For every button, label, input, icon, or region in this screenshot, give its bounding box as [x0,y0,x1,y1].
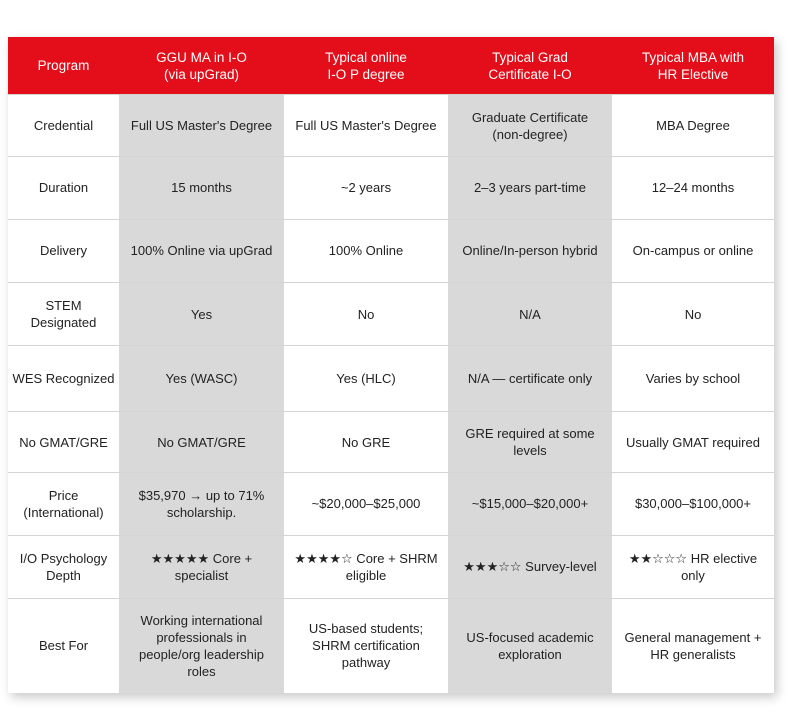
cell-mba: ★★☆☆☆ HR elective only [612,535,774,598]
comparison-card [8,37,774,693]
cell-online-io: ~$20,000–$25,000 [284,473,448,535]
cell-ggu: Full US Master's Degree [119,95,284,157]
cell-mba: On-campus or online [612,219,774,282]
row-label: Best For [8,598,119,693]
row-label: Duration [8,157,119,219]
header-mba-hr: Typical MBA with HR Elective [612,37,774,95]
row-label: Price (International) [8,473,119,535]
cell-ggu: Yes (WASC) [119,346,284,412]
table-row-duration [8,157,774,219]
cell-grad-cert: N/A [448,283,612,346]
cell-grad-cert: ~$15,000–$20,000+ [448,473,612,535]
table-row-wes [8,346,774,412]
cell-mba: $30,000–$100,000+ [612,473,774,535]
table-row-best-for [8,598,774,693]
cell-mba: Varies by school [612,346,774,412]
cell-ggu: No GMAT/GRE [119,411,284,472]
cell-grad-cert: ★★★☆☆ Survey-level [448,535,612,598]
cell-mba: No [612,283,774,346]
cell-ggu: Yes [119,283,284,346]
row-label: STEM Designated [8,283,119,346]
row-label: Credential [8,95,119,157]
cell-mba: General management + HR generalists [612,598,774,693]
header-grad-certificate: Typical Grad Certificate I-O [448,37,612,95]
cell-online-io: ★★★★☆ Core + SHRM eligible [284,535,448,598]
cell-online-io: US-based students; SHRM certification pathway [284,598,448,693]
cell-grad-cert: 2–3 years part-time [448,157,612,219]
header-program: Program [8,37,119,95]
table-row-io-depth [8,535,774,598]
table-row-delivery [8,219,774,282]
table-row-gmat-gre [8,411,774,472]
cell-online-io: Full US Master's Degree [284,95,448,157]
row-label: WES Recognized [8,346,119,412]
cell-ggu: $35,970 → up to 71% scholarship. [119,473,284,535]
cell-mba: Usually GMAT required [612,411,774,472]
cell-online-io: 100% Online [284,219,448,282]
table-row-credential [8,95,774,157]
cell-ggu: ★★★★★ Core + specialist [119,535,284,598]
table-row-price [8,473,774,535]
cell-mba: 12–24 months [612,157,774,219]
row-label: Delivery [8,219,119,282]
comparison-table [8,37,774,693]
header-row [8,37,774,95]
cell-online-io: No [284,283,448,346]
cell-online-io: No GRE [284,411,448,472]
cell-grad-cert: N/A — certificate only [448,346,612,412]
cell-mba: MBA Degree [612,95,774,157]
cell-grad-cert: Graduate Certificate (non-degree) [448,95,612,157]
header-ggu-ma: GGU MA in I-O (via upGrad) [119,37,284,95]
cell-ggu: Working international professionals in people/org leadership roles [119,598,284,693]
row-label: No GMAT/GRE [8,411,119,472]
header-online-io: Typical online I-O P degree [284,37,448,95]
row-label: I/O Psychology Depth [8,535,119,598]
cell-ggu: 15 months [119,157,284,219]
cell-ggu: 100% Online via upGrad [119,219,284,282]
cell-grad-cert: Online/In-person hybrid [448,219,612,282]
cell-online-io: Yes (HLC) [284,346,448,412]
cell-grad-cert: US-focused academic exploration [448,598,612,693]
cell-grad-cert: GRE required at some levels [448,411,612,472]
table-row-stem [8,283,774,346]
cell-online-io: ~2 years [284,157,448,219]
